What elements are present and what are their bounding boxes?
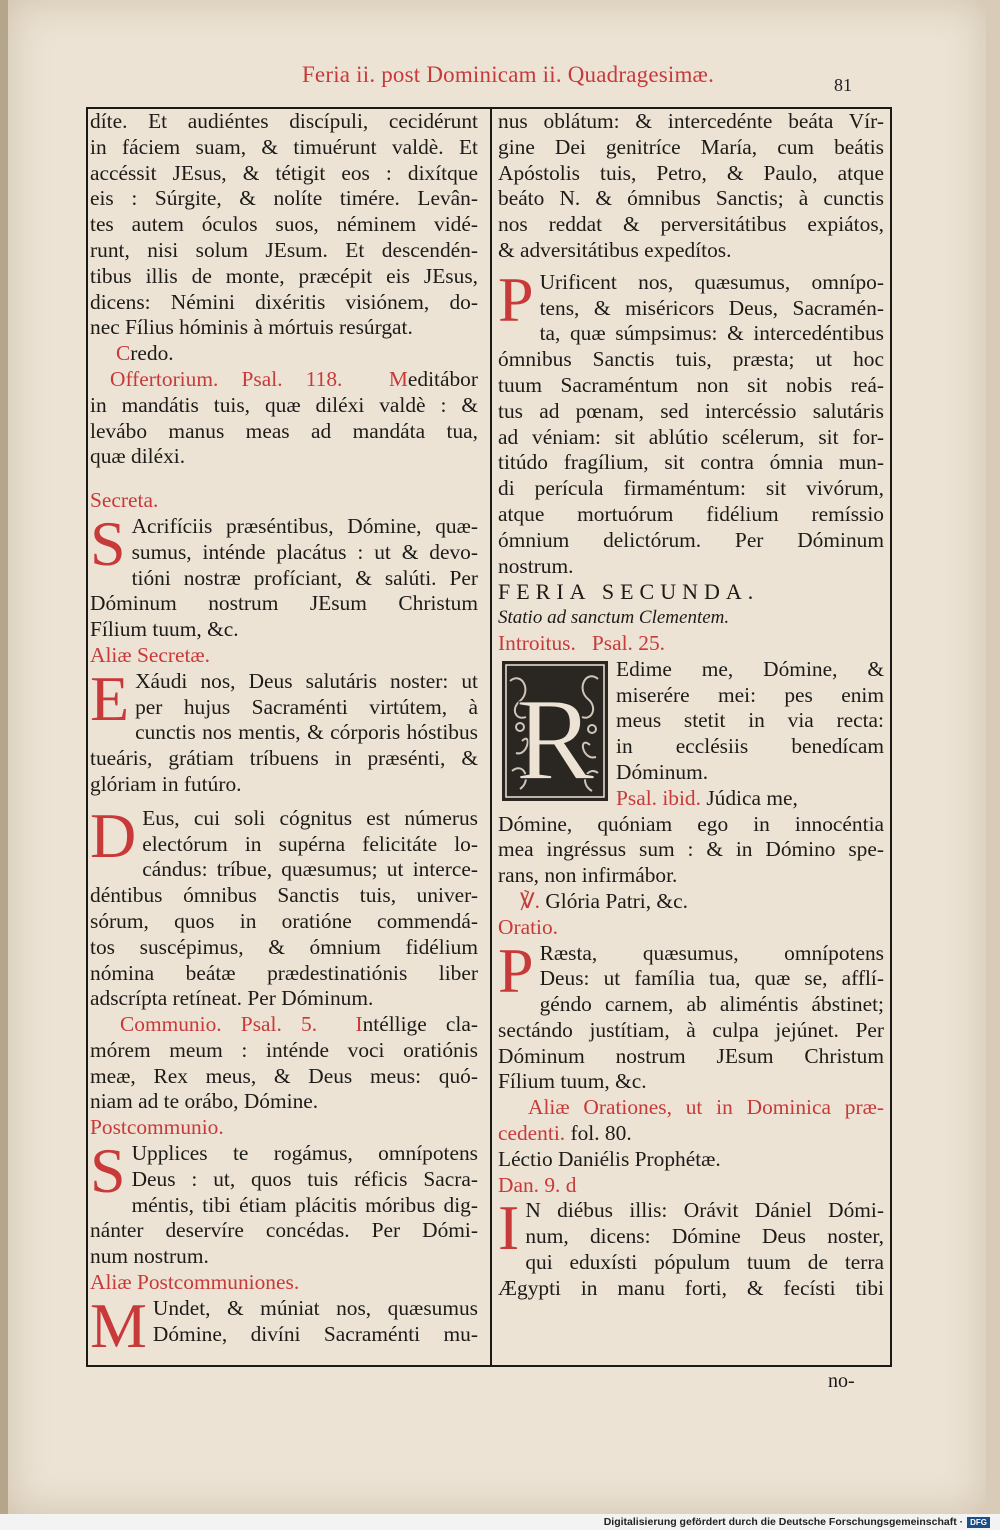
- communio-label: Communio. Psal. 5.: [120, 1012, 318, 1037]
- column-divider: [490, 109, 492, 1365]
- text-line: tos suscépimus, & ómnium fidélium: [90, 934, 478, 959]
- text-line: déntibus ómnibus Sanctis tuis, univer-: [90, 883, 478, 908]
- running-title: Feria ii. post Dominicam ii. Quadragesimæ.: [301, 62, 715, 87]
- text-line: in fáciem suam, & timuérunt valdè. Et: [90, 134, 478, 159]
- text-line: rans, non infirmábor.: [498, 863, 678, 888]
- text-line: sórum, quos in oratióne commendá-: [90, 908, 478, 933]
- text-line: méntis, tibi étiam plácitis móribus dig-: [131, 1192, 478, 1217]
- exaudi-block: [90, 662, 478, 798]
- text-line: Ræsta, quæsumus, omnípotens: [539, 940, 884, 965]
- catchword: no-: [828, 1370, 855, 1392]
- lectio-heading: Léctio Daniélis Prophétæ.: [498, 1146, 721, 1171]
- praesta-initial: P: [498, 934, 534, 1006]
- text-line: atque mortuórum fidélium remíssio: [498, 501, 884, 526]
- text-line: ad véniam: sit ablútio scélerum, sit for-: [498, 424, 884, 449]
- scripture-ref: Dan. 9. d: [498, 1172, 577, 1197]
- secreta-heading: Secreta.: [90, 488, 159, 513]
- text-line: ómnium delictórum. Per Dóminum: [498, 527, 884, 552]
- text-line: ómnibus Sanctis tuis, præsta; ut hoc: [498, 347, 884, 372]
- text-line: ta, quæ súmpsimus: & intercedéntibus: [539, 321, 884, 346]
- text-line: Edime me, Dómine, &: [616, 656, 884, 681]
- text-line: meus stetit in via recta:: [616, 708, 884, 733]
- aliae-postcommuniones-heading: Aliæ Postcommuniones.: [90, 1270, 300, 1295]
- text-line: tueáris, grátiam tríbuens in præsénti, &: [90, 746, 478, 771]
- text-line: Acrifíciis præséntibus, Dómine, quæ-: [131, 513, 478, 538]
- text-line: géndo carnem, ab aliméntis ábstinet;: [539, 992, 884, 1017]
- gloria-text: Glória Patri, &c.: [545, 888, 688, 913]
- text-line: cunctis nos mentis, & córporis hóstibus: [135, 720, 478, 745]
- text-line: beáto N. & ómnibus Sanctis; à cunctis: [498, 186, 884, 211]
- purificent-block: [498, 263, 884, 580]
- text-line: mórem meum : inténde voci oratiónis: [90, 1037, 478, 1062]
- text-line: Upplices te rogámus, omnípotens: [131, 1141, 478, 1166]
- text-line: Xáudi nos, Deus salutáris noster: ut: [135, 668, 478, 693]
- text-line: levábo manus meas ad mandáta tua,: [90, 418, 478, 443]
- text-line: sectándo justítiam, à culpa jejúnet. Per: [498, 1017, 884, 1042]
- text-line: miserére mei: pes enim: [616, 682, 884, 707]
- text-line: Undet, & múniat nos, quæsumus: [152, 1295, 478, 1320]
- text-line: gine Dei genitríce María, cum beátis: [498, 134, 884, 159]
- text-line: tióni nostræ profíciant, & salúti. Per: [131, 565, 478, 590]
- in-diebus-block: [498, 1192, 884, 1301]
- text-line: qui eduxísti pópulum tuum de terra: [525, 1250, 884, 1275]
- credit-text: Digitalisierung gefördert durch die Deutsche Forschungsgemeinschaft ·: [603, 1516, 964, 1528]
- text-line: titúdo fragílium, sit contra ómnia mun-: [498, 450, 884, 475]
- exaudi-initial: E: [90, 662, 130, 734]
- praesta-block: [498, 934, 884, 1096]
- deus-block: [90, 799, 478, 1012]
- text-line: niam ad te orábo, Dómine.: [90, 1089, 319, 1114]
- text-line: electórum in supérna felicitáte lo-: [142, 831, 478, 856]
- text-line: dicens: Némini dixéritis visiónem, do-: [90, 289, 478, 314]
- text-line: adscrípta retíneat. Per Dóminum.: [90, 986, 374, 1011]
- text-line: nánter deservíre concédas. Per Dómi-: [90, 1218, 478, 1243]
- text-line: Fílium tuum, &c.: [90, 617, 239, 642]
- text-line: tes autem óculos suos, néminem vidé-: [90, 212, 478, 237]
- statio-line: Statio ad sanctum Clementem.: [498, 607, 730, 629]
- page-number: 81: [834, 75, 852, 95]
- secreta-initial: S: [90, 507, 126, 579]
- mundet-block: [90, 1289, 478, 1361]
- text-line: runt, nisi solum JEsum. Et descendén-: [90, 237, 478, 262]
- text-line: num, dicens: Dómine Deus noster,: [525, 1224, 884, 1249]
- offertory-first: editábor: [407, 366, 478, 391]
- text-line: Dómine, quóniam ego in innocéntia: [498, 811, 884, 836]
- versicle-icon: ℣.: [520, 888, 540, 913]
- dfg-logo-icon: DFG: [967, 1517, 990, 1528]
- communio-initial: I: [355, 1012, 363, 1037]
- text-line: per hujus Sacraménti virtútem, à: [135, 694, 478, 719]
- offertory-label: Offertorium. Psal. 118.: [110, 366, 343, 391]
- text-line: nus oblátum: & intercedénte beáta Vír-: [498, 109, 884, 133]
- text-line: in mandátis tuis, quæ diléxi valdè : &: [90, 392, 478, 417]
- gloria-line: [498, 889, 884, 915]
- text-line: tens, & miséricors Deus, Sacramén-: [539, 295, 884, 320]
- feria-title: FERIA SECUNDA.: [498, 579, 760, 605]
- text-line: nómina beátæ prædestinatiónis liber: [90, 960, 478, 985]
- text-line: Eus, cui soli cógnitus est númerus: [142, 805, 478, 830]
- text-line: num nostrum.: [90, 1244, 209, 1269]
- credo-line: [90, 341, 478, 367]
- text-line: nos reddat & perversitátibus expiátos,: [498, 212, 884, 237]
- text-line: díte. Et audiéntes discípuli, cecidérunt: [90, 109, 478, 133]
- aliae-orationes-ref-line: [498, 1121, 884, 1147]
- text-line: nec Fílius hóminis à mórtuis resúrgat.: [90, 315, 413, 340]
- text-line: Dóminum.: [616, 759, 709, 784]
- psal-ibid-text: Júdica me,: [706, 785, 798, 810]
- text-line: Dóminum nostrum JEsum Christum: [498, 1043, 884, 1068]
- text-line: tibus illis de monte, præcépit eis JEsus,: [90, 263, 478, 288]
- text-line: N diébus illis: Orávit Dániel Dómi-: [525, 1198, 884, 1223]
- introitus-heading: [498, 631, 884, 657]
- text-line: & adversitátibus expedítos.: [498, 237, 732, 262]
- text-line: Deus : ut, quos tuis réficis Sacra-: [131, 1166, 478, 1191]
- text-line: glóriam in futúro.: [90, 771, 242, 796]
- secreta-block: [90, 507, 478, 643]
- text-line: cándus: tríbue, quæsumus; ut interce-: [142, 857, 478, 882]
- in-initial: I: [498, 1192, 520, 1264]
- text-line: Fílium tuum, &c.: [498, 1069, 647, 1094]
- aliae-secretae-heading: Aliæ Secretæ.: [90, 642, 211, 667]
- decorated-initial-r-icon: [502, 661, 608, 801]
- deus-initial: D: [90, 799, 137, 871]
- postcommunio-heading: Postcommunio.: [90, 1115, 224, 1140]
- text-line: nostrum.: [498, 553, 574, 578]
- offertory-heading: [90, 367, 478, 393]
- psal-ibid-label: Psal. ibid.: [616, 785, 701, 810]
- text-line: meæ, Rex meus, & Deus meus: quó-: [90, 1063, 478, 1088]
- text-line: quæ diléxi.: [90, 444, 186, 469]
- introitus-label: Introitus.: [498, 630, 576, 655]
- right-column: [498, 109, 884, 1302]
- text-line: accéssit JEsus, & tétigit eos : dixítque: [90, 160, 478, 185]
- text-line: in ecclésiis benedícam: [616, 734, 884, 759]
- text-line: tus ad pœnam, sed intercéssio salutáris: [498, 398, 884, 423]
- text-line: tuum Sacraméntum non sit nobis reá-: [498, 372, 884, 397]
- supplices-block: [90, 1135, 478, 1270]
- communio-first: ntéllige cla-: [362, 1012, 478, 1037]
- text-line: Apóstolis tuis, Petro, & Paulo, atque: [498, 160, 884, 185]
- text-line: Ægypti in manu forti, & fecísti tibi: [498, 1275, 884, 1300]
- text-line: sumus, inténde placátus : ut & devo-: [131, 539, 478, 564]
- text-line: Dómine, divíni Sacraménti mu-: [152, 1321, 478, 1346]
- page-fore-edge: [986, 0, 1000, 1514]
- text-frame: [86, 107, 892, 1367]
- text-line: Urificent nos, quæsumus, omnípo-: [539, 269, 884, 294]
- mundet-initial: M: [90, 1289, 147, 1361]
- supplices-initial: S: [90, 1135, 126, 1207]
- purificent-initial: P: [498, 263, 534, 335]
- text-line: Dóminum nostrum JEsum Christum: [90, 591, 478, 616]
- credo-initial: C: [116, 341, 131, 366]
- aliae-orationes-cont: cedenti.: [498, 1121, 566, 1146]
- introitus-psalm: Psal. 25.: [591, 630, 665, 655]
- book-page: [8, 0, 986, 1514]
- svg-text:R: R: [515, 673, 595, 801]
- text-line: di perícula firmaméntum: sit vivórum,: [498, 476, 884, 501]
- text-line: eis : Súrgite, & nolíte timére. Levân-: [90, 186, 478, 211]
- text-line: Deus: ut família tua, quæ se, afflí-: [539, 966, 884, 991]
- aliae-orationes-heading: Aliæ Orationes, ut in Dominica præ-: [528, 1095, 884, 1120]
- left-column: [90, 109, 482, 1361]
- text-line: mea ingréssus sum : & in Dómino spe-: [498, 837, 884, 862]
- communio-heading: [90, 1012, 478, 1038]
- offertory-initial: M: [388, 366, 408, 391]
- credo-text: redo.: [130, 341, 174, 366]
- digitization-credit: [604, 1514, 990, 1530]
- folio-ref: fol. 80.: [570, 1121, 632, 1146]
- introit-block: [498, 657, 884, 812]
- oratio-heading: Oratio.: [498, 914, 558, 939]
